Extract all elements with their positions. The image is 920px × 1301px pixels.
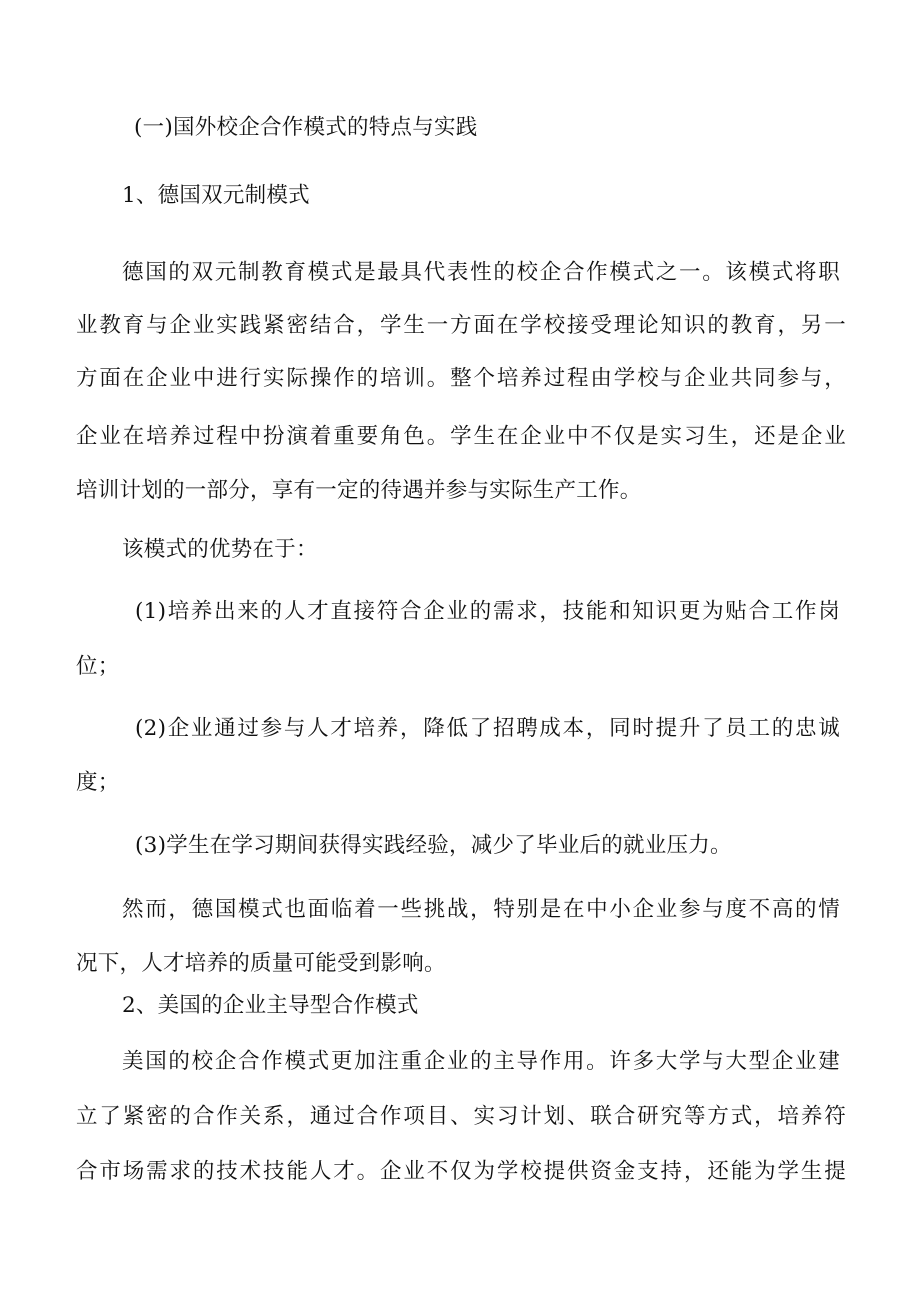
paragraph-line: 然而，德国模式也面临着一些挑战，特别是在中小企业参与度不高的情 [122,897,840,922]
advantages-intro: 该模式的优势在于： [122,537,318,562]
paragraph-line: 方面在企业中进行实际操作的培训。整个培养过程由学校与企业共同参与， [76,366,846,391]
list-item-advantage-1: (1)培养出来的人才直接符合企业的需求，技能和知识更为贴合工作岗 [135,599,840,624]
paragraph-line: 立了紧密的合作关系，通过合作项目、实习计划、联合研究等方式，培养符 [76,1104,846,1129]
paragraph-line: 美国的校企合作模式更加注重企业的主导作用。许多大学与大型企业建 [122,1049,840,1074]
list-item-advantage-3: (3)学生在学习期间获得实践经验，减少了毕业后的就业压力。 [135,833,732,858]
paragraph-line: 企业在培养过程中扮演着重要角色。学生在企业中不仅是实习生，还是企业 [76,424,846,449]
list-item-advantage-2: (2)企业通过参与人才培养，降低了招聘成本，同时提升了员工的忠诚 [135,716,840,741]
list-item-continuation: 位； [76,654,120,679]
section-heading: (一)国外校企合作模式的特点与实践 [134,115,478,140]
paragraph-line: 培训计划的一部分，享有一定的待遇并参与实际生产工作。 [76,478,642,503]
subsection-title-usa: 2、美国的企业主导型合作模式 [122,993,419,1018]
paragraph-line: 合市场需求的技术技能人才。企业不仅为学校提供资金支持，还能为学生提 [76,1159,846,1184]
paragraph-line: 况下，人才培养的质量可能受到影响。 [76,951,446,976]
subsection-title-germany: 1、德国双元制模式 [122,183,310,208]
paragraph-line: 业教育与企业实践紧密结合，学生一方面在学校接受理论知识的教育，另一 [76,313,846,338]
paragraph-line: 德国的双元制教育模式是最具代表性的校企合作模式之一。该模式将职 [122,260,840,285]
list-item-continuation: 度； [76,770,120,795]
